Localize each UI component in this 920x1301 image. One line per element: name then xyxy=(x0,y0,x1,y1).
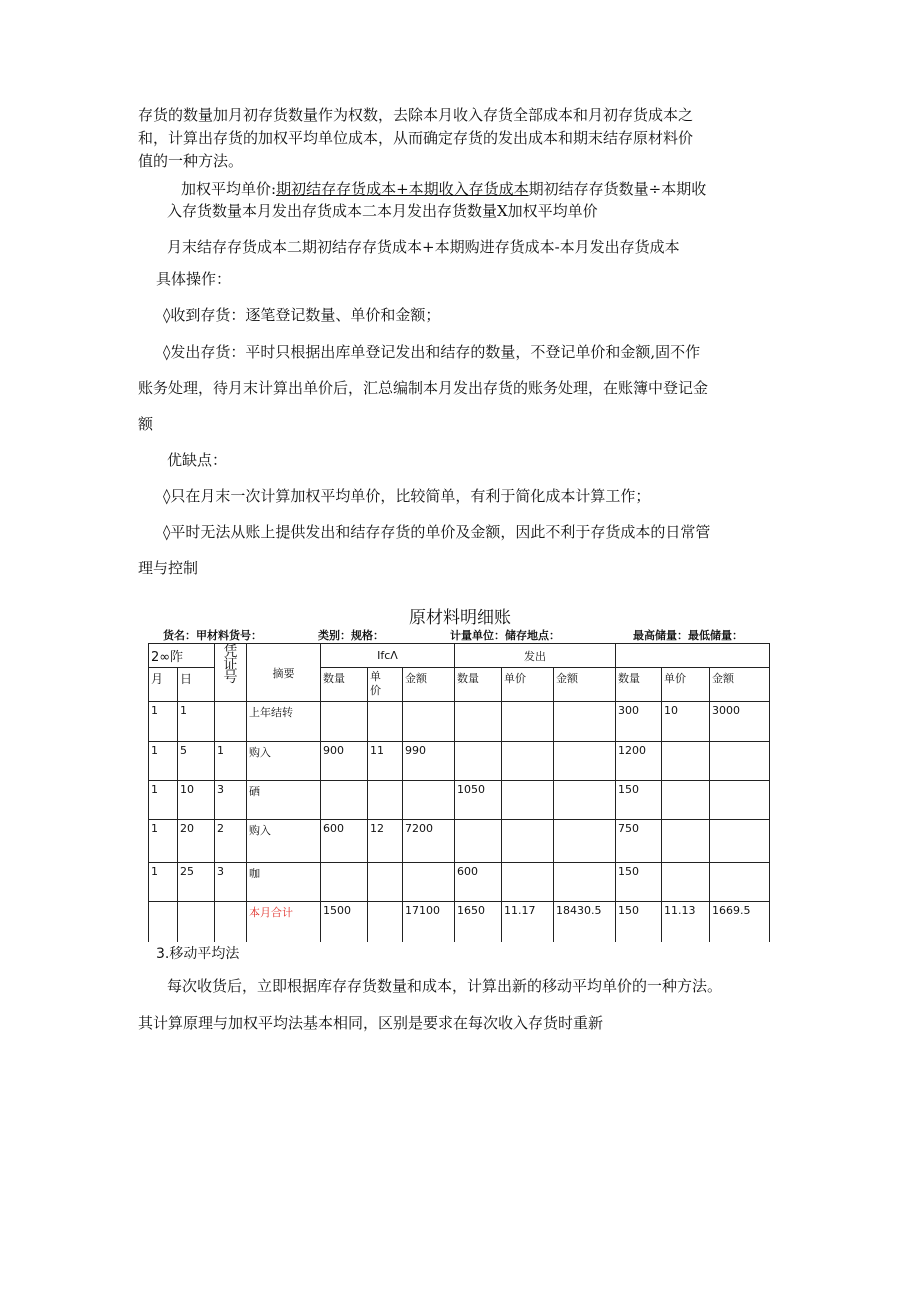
cell-in-qty: 1500 xyxy=(321,902,368,942)
cell-bal-price xyxy=(662,742,710,781)
cell-voucher: 3 xyxy=(215,781,247,820)
ledger-table xyxy=(148,643,770,942)
cell-voucher: 3 xyxy=(215,863,247,902)
ledger-title: 原材料明细账 xyxy=(409,608,511,628)
cell-bal-price: 10 xyxy=(662,702,710,742)
cell-in-amt xyxy=(403,702,455,742)
ledger-meta-storage: 最高储量：最低储量： xyxy=(633,629,743,642)
header-day: 日 xyxy=(178,668,215,702)
cell-bal-price: 11.13 xyxy=(662,902,710,942)
cell-out-qty: 600 xyxy=(455,863,502,902)
cell-in-price: 11 xyxy=(368,742,403,781)
header-in-amount: 金额 xyxy=(403,668,455,702)
cell-out-price xyxy=(502,781,554,820)
cell-out-price: 11.17 xyxy=(502,902,554,942)
cell-out-amt xyxy=(554,742,616,781)
paragraph-line: 存货的数量加月初存货数量作为权数，去除本月收入存货全部成本和月初存货成本之 xyxy=(138,106,694,124)
table-row xyxy=(149,702,770,742)
cell-in-price xyxy=(368,863,403,902)
header-receipt: ΙfcΛ xyxy=(321,644,455,668)
header-issue: 发出 xyxy=(455,644,616,668)
cell-out-qty: 1650 xyxy=(455,902,502,942)
cell-bal-amt xyxy=(710,863,770,902)
header-bal-qty: 数量 xyxy=(616,668,662,702)
formula-line: 入存货数量本月发出存货成本二本月发出存货数量X加权平均单价 xyxy=(167,202,598,220)
header-year: 2∞阼 xyxy=(149,644,215,668)
cell-out-amt xyxy=(554,820,616,863)
cell-voucher xyxy=(215,702,247,742)
cell-out-amt: 18430.5 xyxy=(554,902,616,942)
cell-out-amt xyxy=(554,702,616,742)
cell-summary: 购入 xyxy=(247,742,321,781)
cell-bal-amt: 1669.5 xyxy=(710,902,770,942)
cell-in-price xyxy=(368,781,403,820)
header-in-price-text: 单价 xyxy=(370,670,381,697)
cell-bal-qty: 150 xyxy=(616,863,662,902)
table-row xyxy=(149,863,770,902)
cell-bal-amt xyxy=(710,820,770,863)
cell-in-qty xyxy=(321,781,368,820)
section-heading: 3.移动平均法 xyxy=(156,946,240,962)
cell-day: 20 xyxy=(178,820,215,863)
paragraph-line: 和，计算出存货的加权平均单位成本，从而确定存货的发出成本和期末结存原材料价 xyxy=(138,129,694,147)
cell-month: 1 xyxy=(149,702,178,742)
cell-month: 1 xyxy=(149,781,178,820)
con-item: 理与控制 xyxy=(138,559,199,577)
header-row-1 xyxy=(149,644,770,668)
cell-summary: 咖 xyxy=(247,863,321,902)
table-row xyxy=(149,742,770,781)
header-in-qty: 数量 xyxy=(321,668,368,702)
cell-bal-price xyxy=(662,781,710,820)
paragraph-line: 值的一种方法。 xyxy=(138,152,244,170)
cell-out-amt xyxy=(554,781,616,820)
cell-bal-qty: 150 xyxy=(616,902,662,942)
cell-bal-amt xyxy=(710,742,770,781)
formula-underlined-numerator: 期初结存存货成本+本期收入存货成本 xyxy=(276,180,529,198)
header-balance xyxy=(616,644,770,668)
ledger-meta-goods: 货名：甲材料货号： xyxy=(163,629,262,642)
cell-day: 25 xyxy=(178,863,215,902)
cell-out-price xyxy=(502,702,554,742)
cell-bal-qty: 1200 xyxy=(616,742,662,781)
cell-out-qty xyxy=(455,742,502,781)
cell-out-qty xyxy=(455,702,502,742)
cell-summary: 硒 xyxy=(247,781,321,820)
cell-bal-price xyxy=(662,863,710,902)
cell-in-amt: 17100 xyxy=(403,902,455,942)
cell-in-price: 12 xyxy=(368,820,403,863)
cell-day xyxy=(178,902,215,942)
cell-out-qty: 1050 xyxy=(455,781,502,820)
ledger-meta-category: 类别：规格： xyxy=(318,629,384,642)
cell-in-amt xyxy=(403,863,455,902)
header-summary: 摘要 xyxy=(247,644,321,702)
cell-voucher: 1 xyxy=(215,742,247,781)
ops-heading: 具体操作： xyxy=(156,270,232,288)
header-bal-amount: 金额 xyxy=(710,668,770,702)
cell-in-qty xyxy=(321,863,368,902)
cell-summary: 本月合计 xyxy=(247,902,321,942)
cell-summary: 购入 xyxy=(247,820,321,863)
pro-item: ◊只在月末一次计算加权平均单价，比较简单，有利于简化成本计算工作； xyxy=(163,487,651,505)
cell-day: 1 xyxy=(178,702,215,742)
cell-bal-qty: 150 xyxy=(616,781,662,820)
cell-month: 1 xyxy=(149,863,178,902)
cell-bal-amt xyxy=(710,781,770,820)
header-voucher xyxy=(215,644,247,702)
cell-in-amt xyxy=(403,781,455,820)
cell-bal-price xyxy=(662,820,710,863)
cell-in-amt: 990 xyxy=(403,742,455,781)
op-item: 账务处理，待月末计算出单价后，汇总编制本月发出存货的账务处理，在账簿中登记金 xyxy=(138,379,709,397)
cell-month: 1 xyxy=(149,742,178,781)
cell-voucher xyxy=(215,902,247,942)
cell-month xyxy=(149,902,178,942)
cell-voucher: 2 xyxy=(215,820,247,863)
header-out-qty: 数量 xyxy=(455,668,502,702)
header-in-price xyxy=(368,668,403,702)
header-voucher-text: 凭证号 xyxy=(223,644,238,686)
ledger-meta-unit: 计量单位：储存地点： xyxy=(450,629,560,642)
formula-rest: 期初结存存货数量÷本期收 xyxy=(528,180,707,198)
op-item: ◊发出存货：平时只根据出库单登记发出和结存的数量，不登记单价和金额,固不作 xyxy=(163,343,701,361)
cell-in-price xyxy=(368,902,403,942)
cell-in-price xyxy=(368,702,403,742)
cell-in-qty: 600 xyxy=(321,820,368,863)
header-out-amount: 金额 xyxy=(554,668,616,702)
table-row xyxy=(149,820,770,863)
cell-in-qty xyxy=(321,702,368,742)
cell-out-price xyxy=(502,742,554,781)
cell-in-amt: 7200 xyxy=(403,820,455,863)
op-item: 额 xyxy=(138,415,154,433)
cell-month: 1 xyxy=(149,820,178,863)
cell-bal-qty: 750 xyxy=(616,820,662,863)
pros-heading: 优缺点： xyxy=(167,451,228,469)
formula-label: 加权平均单价: xyxy=(181,180,277,198)
cell-out-amt xyxy=(554,863,616,902)
cell-day: 10 xyxy=(178,781,215,820)
table-row xyxy=(149,781,770,820)
op-item: ◊收到存货：逐笔登记数量、单价和金额； xyxy=(163,306,441,324)
cell-day: 5 xyxy=(178,742,215,781)
formula-month-end: 月末结存存货成本二期初结存存货成本+本期购进存货成本-本月发出存货成本 xyxy=(167,238,680,256)
table-row xyxy=(149,902,770,942)
con-item: ◊平时无法从账上提供发出和结存存货的单价及金额，因此不利于存货成本的日常管 xyxy=(163,523,711,541)
cell-bal-amt: 3000 xyxy=(710,702,770,742)
formula-weighted-average xyxy=(181,178,706,200)
header-month: 月 xyxy=(149,668,178,702)
cell-out-price xyxy=(502,863,554,902)
paragraph-line: 其计算原理与加权平均法基本相同，区别是要求在每次收入存货时重新 xyxy=(138,1014,604,1032)
paragraph-line: 每次收货后，立即根据库存存货数量和成本，计算出新的移动平均单价的一种方法。 xyxy=(167,977,723,995)
header-out-price: 单价 xyxy=(502,668,554,702)
cell-in-qty: 900 xyxy=(321,742,368,781)
cell-out-qty xyxy=(455,820,502,863)
cell-out-price xyxy=(502,820,554,863)
cell-bal-qty: 300 xyxy=(616,702,662,742)
cell-summary: 上年结转 xyxy=(247,702,321,742)
header-bal-price: 单价 xyxy=(662,668,710,702)
